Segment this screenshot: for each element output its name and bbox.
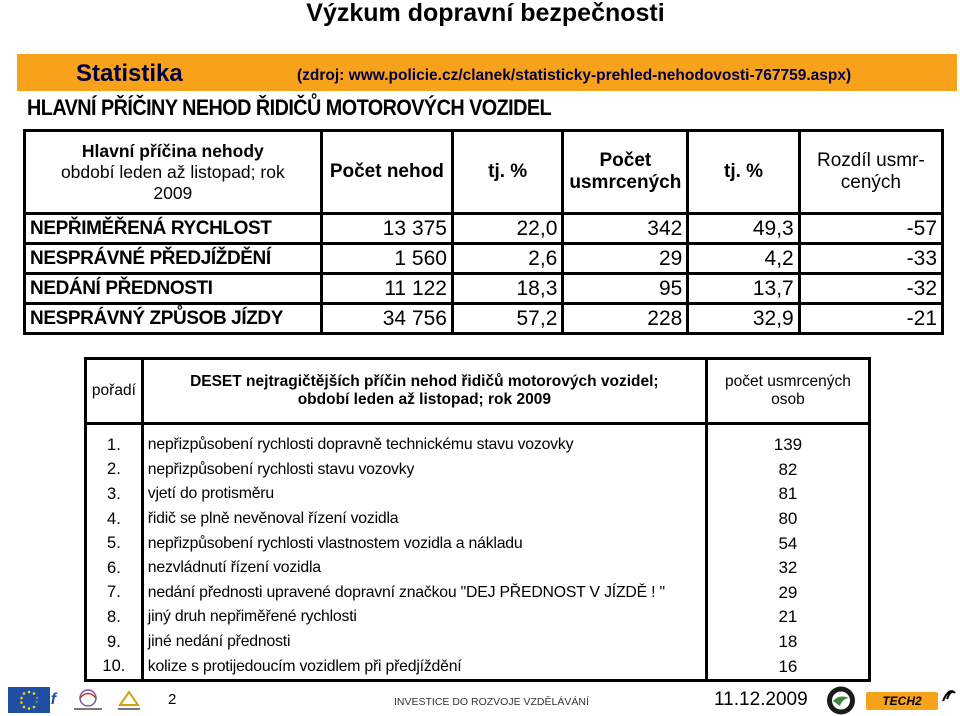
list-item bbox=[86, 556, 870, 581]
header-cause-period: období leden až listopad; rok bbox=[60, 161, 285, 182]
cause-cell: nedání přednosti upravené dopravní značkou "DEJ PŘEDNOST V JÍZDĚ ! " bbox=[142, 581, 706, 606]
table-row bbox=[25, 304, 943, 334]
rank-cell: 6. bbox=[86, 556, 143, 581]
header-pct2: tj. % bbox=[688, 131, 799, 214]
cell-diff: -32 bbox=[799, 274, 942, 304]
source-note: (zdroj: www.policie.cz/clanek/statisticky-prehled-nehodovosti-767759.aspx) bbox=[297, 67, 852, 84]
count-cell: 81 bbox=[706, 482, 869, 507]
page-number: 2 bbox=[168, 691, 177, 708]
cause-cell: nezvládnutí řízení vozidla bbox=[142, 556, 706, 581]
rank-cell: 4. bbox=[86, 507, 143, 532]
footer bbox=[0, 685, 960, 716]
rank-cell: 3. bbox=[86, 482, 143, 507]
cell-pct1: 22,0 bbox=[452, 214, 562, 244]
cell-accidents: 34 756 bbox=[321, 304, 452, 334]
count-cell: 21 bbox=[706, 605, 869, 630]
cause-cell: vjetí do protisměru bbox=[142, 482, 706, 507]
op-logo-icon bbox=[114, 687, 144, 713]
top-ten-causes-table bbox=[84, 357, 871, 682]
table-header-row bbox=[86, 359, 870, 424]
investice-slogan: INVESTICE DO ROZVOJE VZDĚLÁVÁNÍ bbox=[394, 696, 589, 708]
mt-logo bbox=[866, 692, 938, 710]
count-cell: 82 bbox=[706, 458, 869, 483]
count-cell: 16 bbox=[706, 654, 869, 680]
rank-cell: 2. bbox=[86, 458, 143, 483]
header-count-line2: osob bbox=[771, 391, 805, 408]
rank-cell: 7. bbox=[86, 581, 143, 606]
page-title: Výzkum dopravní bezpečnosti bbox=[306, 0, 665, 27]
mt-swirl-icon bbox=[940, 685, 958, 707]
cause-cell: nepřizpůsobení rychlosti dopravně technickému stavu vozovky bbox=[142, 424, 706, 458]
main-causes-table bbox=[23, 129, 944, 335]
list-item bbox=[86, 424, 870, 458]
cell-accidents: 11 122 bbox=[321, 274, 452, 304]
list-item bbox=[86, 507, 870, 532]
table-header-row bbox=[25, 131, 943, 214]
cause-cell: nepřizpůsobení rychlosti vlastnostem vozidla a nákladu bbox=[142, 531, 706, 556]
header-cause-year: 2009 bbox=[153, 182, 193, 203]
header-cause bbox=[25, 131, 322, 214]
list-item bbox=[86, 531, 870, 556]
header-rank: pořadí bbox=[86, 359, 143, 424]
table-heading: HLAVNÍ PŘÍČINY NEHOD ŘIDIČŮ MOTOROVÝCH VOZIDEL bbox=[27, 95, 552, 120]
rank-cell: 8. bbox=[86, 605, 143, 630]
header-cause-line1: DESET nejtragičtějších příčin nehod řidičů motorových vozidel; bbox=[190, 373, 659, 390]
row-label: NEPŘIMĚŘENÁ RYCHLOST bbox=[25, 214, 322, 244]
list-item bbox=[86, 605, 870, 630]
esf-logo: esf bbox=[33, 691, 57, 708]
count-cell: 18 bbox=[706, 630, 869, 655]
count-cell: 139 bbox=[706, 424, 869, 458]
list-item bbox=[86, 482, 870, 507]
cell-pct2: 49,3 bbox=[688, 214, 799, 244]
cell-killed: 95 bbox=[563, 274, 688, 304]
mt-logo-text: TECH2 bbox=[882, 694, 922, 708]
skoda-logo-icon bbox=[824, 685, 858, 716]
row-label: NEDÁNÍ PŘEDNOSTI bbox=[25, 274, 322, 304]
rank-cell: 10. bbox=[86, 654, 143, 680]
row-label: NESPRÁVNÉ PŘEDJÍŽDĚNÍ bbox=[25, 244, 322, 274]
header-diff: Rozdíl usmr-cených bbox=[799, 131, 942, 214]
list-item bbox=[86, 654, 870, 680]
row-label: NESPRÁVNÝ ZPŮSOB JÍZDY bbox=[25, 304, 322, 334]
cell-pct1: 2,6 bbox=[452, 244, 562, 274]
header-count-line1: počet usmrcených bbox=[725, 373, 851, 390]
header-count bbox=[706, 359, 869, 424]
list-item bbox=[86, 458, 870, 483]
cell-killed: 342 bbox=[563, 214, 688, 244]
header-cause bbox=[142, 359, 706, 424]
count-cell: 29 bbox=[706, 581, 869, 606]
rank-cell: 1. bbox=[86, 424, 143, 458]
header-killed: Počet usmrcených bbox=[563, 131, 688, 214]
table-row bbox=[25, 274, 943, 304]
cause-cell: kolize s protijedoucím vozidlem při předjíždění bbox=[142, 654, 706, 680]
header-accidents: Počet nehod bbox=[321, 131, 452, 214]
cell-pct1: 18,3 bbox=[452, 274, 562, 304]
cell-pct2: 13,7 bbox=[688, 274, 799, 304]
rank-cell: 5. bbox=[86, 531, 143, 556]
cell-accidents: 1 560 bbox=[321, 244, 452, 274]
table-row bbox=[25, 244, 943, 274]
cause-cell: jiné nedání přednosti bbox=[142, 630, 706, 655]
band-label: Statistika bbox=[76, 60, 183, 87]
cell-pct1: 57,2 bbox=[452, 304, 562, 334]
list-item bbox=[86, 630, 870, 655]
cell-accidents: 13 375 bbox=[321, 214, 452, 244]
header-cause-line2: období leden až listopad; rok 2009 bbox=[297, 391, 551, 408]
list-item bbox=[86, 581, 870, 606]
date: 11.12.2009 bbox=[714, 689, 808, 710]
cell-pct2: 4,2 bbox=[688, 244, 799, 274]
cause-cell: jiný druh nepřiměřené rychlosti bbox=[142, 605, 706, 630]
ministry-logo-icon bbox=[70, 687, 106, 713]
rank-cell: 9. bbox=[86, 630, 143, 655]
count-cell: 32 bbox=[706, 556, 869, 581]
cell-killed: 29 bbox=[563, 244, 688, 274]
cell-killed: 228 bbox=[563, 304, 688, 334]
header-pct1: tj. % bbox=[452, 131, 562, 214]
cause-cell: nepřizpůsobení rychlosti stavu vozovky bbox=[142, 458, 706, 483]
cell-diff: -21 bbox=[799, 304, 942, 334]
top-ten-body bbox=[86, 424, 870, 681]
cause-cell: řidič se plně nevěnoval řízení vozidla bbox=[142, 507, 706, 532]
table-row bbox=[25, 214, 943, 244]
cell-diff: -57 bbox=[799, 214, 942, 244]
cell-pct2: 32,9 bbox=[688, 304, 799, 334]
count-cell: 80 bbox=[706, 507, 869, 532]
header-cause-title: Hlavní příčina nehody bbox=[81, 140, 264, 161]
count-cell: 54 bbox=[706, 531, 869, 556]
cell-diff: -33 bbox=[799, 244, 942, 274]
